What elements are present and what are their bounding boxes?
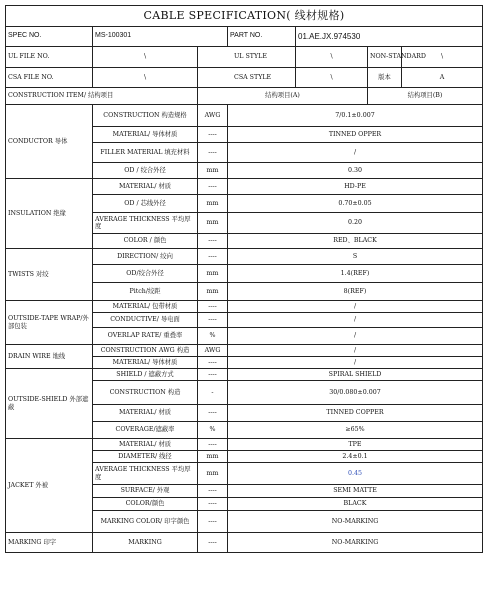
spec-item: SHIELD / 遮蔽方式	[93, 369, 198, 381]
spec-value: /	[228, 357, 483, 369]
spec-value: S	[228, 249, 483, 265]
spec-value: SPIRAL SHIELD	[228, 369, 483, 381]
spec-unit: AWG	[198, 105, 228, 127]
spec-unit: mm	[198, 451, 228, 463]
spec-value: 0.45	[228, 463, 483, 485]
drain-wire-row	[6, 345, 483, 357]
spec-unit: ----	[198, 313, 228, 328]
spec-value: HD-PE	[228, 179, 483, 195]
spec-unit: ----	[198, 405, 228, 422]
spec-item: COLOR / 颜色	[93, 234, 198, 249]
spec-item: OD / 绞合外径	[93, 163, 198, 179]
item-b-header: 结构项目(B)	[368, 88, 483, 105]
spec-item: COLOR/颜色	[93, 498, 198, 511]
non-standard-value: \	[402, 47, 483, 68]
spec-unit: %	[198, 422, 228, 439]
spec-unit: ----	[198, 485, 228, 498]
outside-shield-row	[6, 369, 483, 381]
spec-no-value: MS-100301	[93, 27, 228, 47]
spec-unit: ----	[198, 249, 228, 265]
csa-file-value: \	[93, 68, 198, 88]
spec-item: DIAMETER/ 线径	[93, 451, 198, 463]
spec-unit: ----	[198, 533, 228, 553]
spec-unit: -	[198, 381, 228, 405]
item-a-header: 结构项目(A)	[198, 88, 368, 105]
spec-item: MATERIAL/ 材质	[93, 405, 198, 422]
spec-unit: %	[198, 328, 228, 345]
spec-item: MATERIAL/ 包带材质	[93, 301, 198, 313]
spec-unit: ----	[198, 369, 228, 381]
part-no-label: PART NO.	[228, 27, 296, 47]
ul-style-label: UL STYLE	[198, 47, 296, 68]
spec-item: CONDUCTIVE/ 导电面	[93, 313, 198, 328]
twists-group-label: TWISTS 对绞	[6, 249, 93, 301]
spec-item: COVERAGE/遮蔽率	[93, 422, 198, 439]
spec-item: OD / 芯线外径	[93, 195, 198, 213]
csa-style-value: \	[296, 68, 368, 88]
document-title: CABLE SPECIFICATION( 线材规格)	[6, 6, 483, 27]
cable-specification-sheet	[5, 5, 482, 553]
spec-value: SEMI MATTE	[228, 485, 483, 498]
insulation-group-label: INSULATION 绝缘	[6, 179, 93, 249]
spec-item: CONSTRUCTION 构造规格	[93, 105, 198, 127]
spec-item: DIRECTION/ 绞向	[93, 249, 198, 265]
spec-unit: ----	[198, 127, 228, 143]
spec-value: ≥65%	[228, 422, 483, 439]
spec-item: MARKING COLOR/ 印字颜色	[93, 511, 198, 533]
spec-unit: ----	[198, 179, 228, 195]
twists-row	[6, 249, 483, 265]
spec-unit: ----	[198, 439, 228, 451]
jacket-row	[6, 439, 483, 451]
jacket-group-label: JACKET 外被	[6, 439, 93, 533]
outside-tape-group-label: OUTSIDE-TAPE WRAP/外部包装	[6, 301, 93, 345]
spec-value: 30/0.080±0.007	[228, 381, 483, 405]
spec-unit: mm	[198, 163, 228, 179]
spec-value: TPE	[228, 439, 483, 451]
spec-item: MATERIAL/ 材质	[93, 439, 198, 451]
spec-value: 7/0.1±0.007	[228, 105, 483, 127]
spec-unit: ----	[198, 511, 228, 533]
spec-item: FILLER MATERIAL 填充材料	[93, 143, 198, 163]
drain-wire-group-label: DRAIN WIRE 地线	[6, 345, 93, 369]
spec-item: CONSTRUCTION 构造	[93, 381, 198, 405]
spec-item: CONSTRUCTION AWG 构造	[93, 345, 198, 357]
spec-rows	[6, 105, 483, 553]
spec-value: /	[228, 345, 483, 357]
outside-shield-group-label: OUTSIDE-SHIELD 外部遮蔽	[6, 369, 93, 439]
construction-item-header: CONSTRUCTION ITEM/ 结构项目	[6, 88, 198, 105]
spec-item: Pitch/绞距	[93, 283, 198, 301]
part-no-value: 01.AE.JX.974530	[296, 27, 483, 47]
spec-unit: mm	[198, 283, 228, 301]
spec-value: TINNED COPPER	[228, 405, 483, 422]
csa-style-label: CSA STYLE	[198, 68, 296, 88]
spec-value: NO-MARKING	[228, 533, 483, 553]
spec-value: NO-MARKING	[228, 511, 483, 533]
spec-unit: ----	[198, 301, 228, 313]
spec-unit: ----	[198, 234, 228, 249]
spec-unit: mm	[198, 213, 228, 234]
marking-group-label: MARKING 印字	[6, 533, 93, 553]
outside-tape-row	[6, 301, 483, 313]
spec-unit: mm	[198, 463, 228, 485]
spec-unit: ----	[198, 143, 228, 163]
spec-unit: ----	[198, 498, 228, 511]
spec-item: MATERIAL/ 导体材质	[93, 127, 198, 143]
spec-value: 8(REF)	[228, 283, 483, 301]
version-value: A	[402, 68, 483, 88]
spec-value: TINNED OPPER	[228, 127, 483, 143]
spec-item: MATERIAL/ 导体材质	[93, 357, 198, 369]
spec-value: /	[228, 313, 483, 328]
spec-item: SURFACE/ 外观	[93, 485, 198, 498]
spec-item: AVERAGE THICKNESS 平均厚度	[93, 213, 198, 234]
spec-value: 2.4±0.1	[228, 451, 483, 463]
spec-unit: mm	[198, 265, 228, 283]
spec-value: BLACK	[228, 498, 483, 511]
spec-item: MATERIAL/ 材质	[93, 179, 198, 195]
spec-unit: ----	[198, 357, 228, 369]
spec-value: /	[228, 301, 483, 313]
spec-item: OVERLAP RATE/ 重叠率	[93, 328, 198, 345]
spec-no-label: SPEC NO.	[6, 27, 93, 47]
marking-row	[6, 533, 483, 553]
spec-table	[5, 5, 483, 553]
ul-file-label: UL FILE NO.	[6, 47, 93, 68]
csa-file-label: CSA FILE NO.	[6, 68, 93, 88]
spec-value: 0.30	[228, 163, 483, 179]
spec-unit: AWG	[198, 345, 228, 357]
conductor-row	[6, 105, 483, 127]
spec-value: 1.4(REF)	[228, 265, 483, 283]
spec-value: 0.20	[228, 213, 483, 234]
version-label: 版本	[368, 68, 402, 88]
ul-file-value: \	[93, 47, 198, 68]
insulation-row	[6, 179, 483, 195]
ul-style-value: \	[296, 47, 368, 68]
spec-item: OD/绞合外径	[93, 265, 198, 283]
spec-value: /	[228, 328, 483, 345]
spec-value: RED、BLACK	[228, 234, 483, 249]
conductor-group-label: CONDUCTOR 导体	[6, 105, 93, 179]
spec-item: AVERAGE THICKNESS 平均厚度	[93, 463, 198, 485]
spec-item: MARKING	[93, 533, 198, 553]
spec-value: 0.70±0.05	[228, 195, 483, 213]
spec-value: /	[228, 143, 483, 163]
spec-unit: mm	[198, 195, 228, 213]
non-standard-label: NON-STANDARD	[368, 47, 402, 68]
